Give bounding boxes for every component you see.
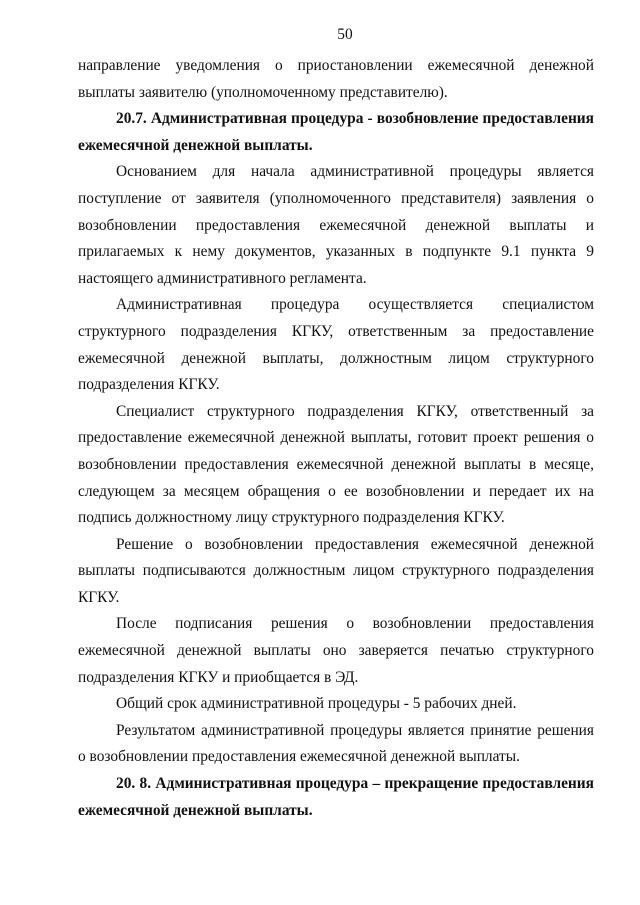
paragraph-deadline: Общий срок административной процедуры - 5 рабочих дней. bbox=[116, 695, 517, 713]
document-page bbox=[78, 22, 594, 824]
section-heading-20-7: 20.7. Административная процедура - возобновление предоставления ежемесячной денежной выплаты. bbox=[78, 110, 594, 154]
paragraph-decision: Решение о возобновлении предоставления ежемесячной денежной выплаты подписываются должностным лицом структурного подразделения КГКУ. bbox=[78, 535, 594, 606]
paragraph-result: Результатом административной процедуры является принятие решения о возобновлении предоставления ежемесячной денежной выплаты. bbox=[78, 721, 594, 766]
page-number: 50 bbox=[337, 26, 353, 43]
paragraph-stamp: После подписания решения о возобновлении предоставления ежемесячной денежной выплаты оно заверяется печатью структурного подразделения КГКУ и приобщается в ЭД. bbox=[78, 615, 594, 686]
paragraph-performer: Административная процедура осуществляется специалистом структурного подразделения КГКУ, ответственным за предоставление ежемесячной денежной выплаты, должностным лицом структурного подразделения КГКУ. bbox=[78, 296, 594, 394]
paragraph-continuation: направление уведомления о приостановлении ежемесячной денежной выплаты заявителю (уполномоченному представителю). bbox=[78, 57, 594, 101]
paragraph-specialist: Специалист структурного подразделения КГКУ, ответственный за предоставление ежемесячной денежной выплаты, готовит проект решения о возобновлении предоставления ежемесячной денежной выплаты в месяце, следующем за месяцем обращения о ее возобновлении и передает их на подпись должностному лицу структурного подразделения КГКУ. bbox=[78, 402, 594, 527]
section-heading-20-8: 20. 8. Административная процедура – прекращение предоставления ежемесячной денежной выплаты. bbox=[78, 775, 594, 819]
paragraph-basis: Основанием для начала административной процедуры является поступление от заявителя (уполномоченного представителя) заявления о возобновлении предоставления ежемесячной денежной выплаты и прилагаемых к нему документов, указанных в подпункте 9.1 пункта 9 настоящего административного регламента. bbox=[78, 163, 594, 287]
